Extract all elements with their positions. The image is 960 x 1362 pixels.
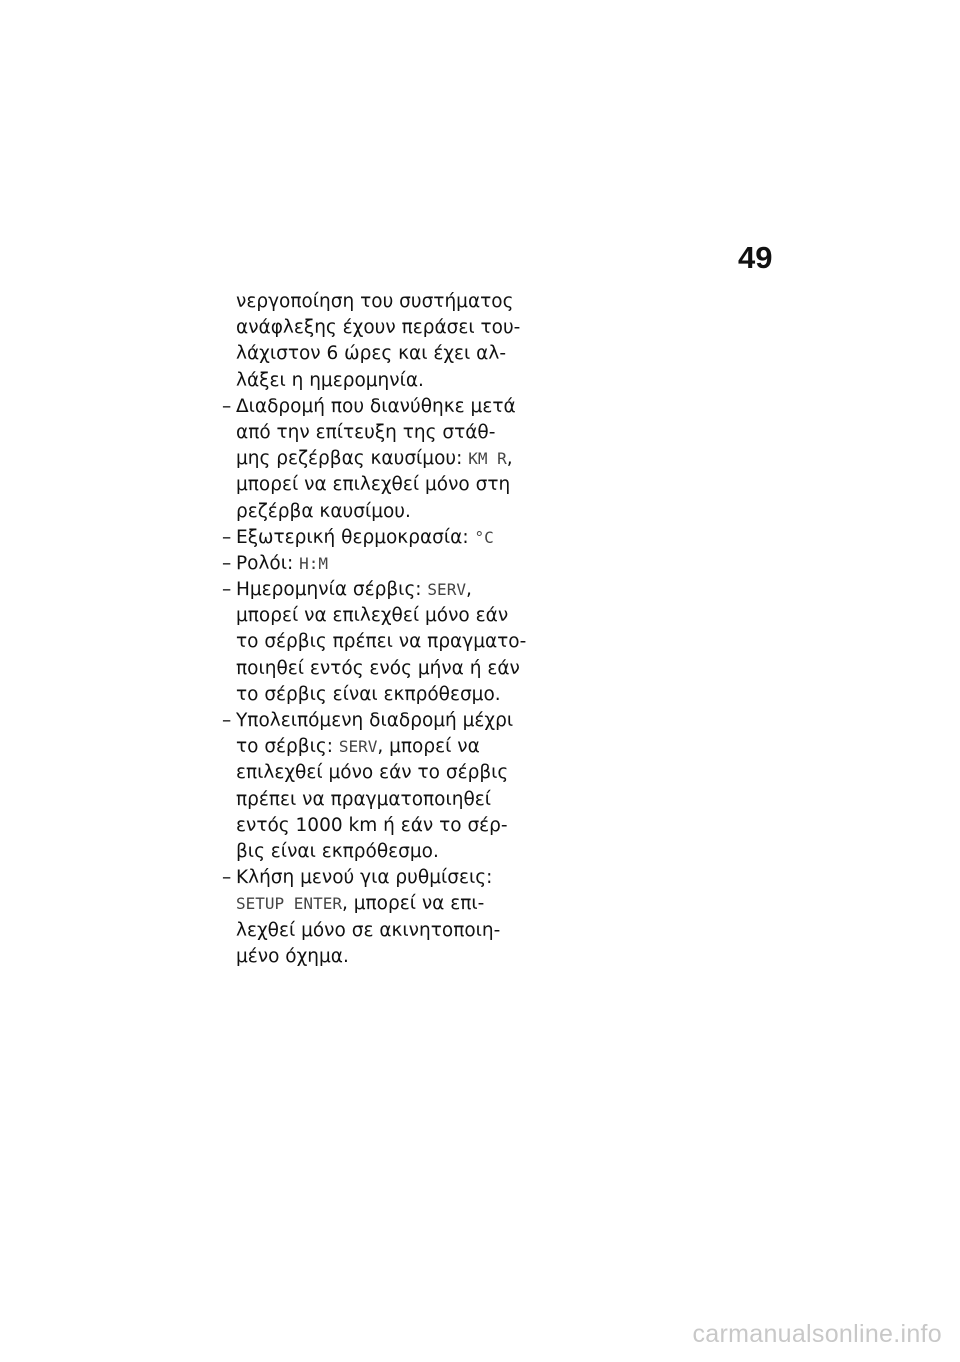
text-column <box>222 289 527 970</box>
text-segment: λάχιστον 6 ώρες και έχει αλ- <box>236 343 506 365</box>
text-segment: εντός 1000 km ή εάν το σέρ- <box>236 814 508 836</box>
text-segment: το σέρβις είναι εκπρόθεσμο. <box>236 683 501 705</box>
text-line <box>222 839 512 865</box>
text-line <box>222 499 512 525</box>
list-item <box>222 708 512 734</box>
text-segment: το σέρβις πρέπει να πραγματο- <box>236 631 527 653</box>
text-segment: μπορεί να επιλεχθεί μόνο εάν <box>236 605 509 627</box>
page-number: 49 <box>738 240 773 275</box>
bullet-dash: – <box>222 552 232 574</box>
list-item <box>222 551 512 577</box>
text-segment: ρεζέρβα καυσίμου. <box>236 500 411 522</box>
text-line <box>222 787 512 813</box>
text-segment: μης ρεζέρβας καυσίμου: <box>236 448 469 470</box>
text-segment: , <box>465 579 472 601</box>
text-segment: ανάφλεξης έχουν περάσει του- <box>236 317 521 339</box>
text-line <box>222 341 512 367</box>
text-segment: νεργοποίηση του συστήματος <box>236 291 514 312</box>
text-segment: ποιηθεί εντός ενός μήνα ή εάν <box>236 657 520 679</box>
text-segment: Εξωτερική θερμοκρασία: <box>236 526 475 548</box>
display-code: °C <box>474 527 494 547</box>
text-line <box>222 368 512 394</box>
text-segment: μπορεί να επιλεχθεί μόνο στη <box>236 474 511 496</box>
text-segment: λάξει η ημερομηνία. <box>236 369 424 391</box>
display-code: SERV <box>338 737 378 757</box>
text-line <box>222 603 512 629</box>
bullet-dash: – <box>222 579 232 601</box>
text-line <box>222 656 520 682</box>
text-line <box>222 682 512 708</box>
text-segment: Ημερομηνία σέρβις: <box>236 579 428 601</box>
text-segment: , μπορεί να <box>377 736 480 758</box>
text-segment: το σέρβις: <box>236 736 339 758</box>
text-line <box>222 891 512 917</box>
text-line <box>222 472 512 498</box>
text-segment: Υπολειπόμενη διαδρομή μέχρι <box>236 710 514 731</box>
bullet-dash: – <box>222 395 232 417</box>
text-line <box>222 760 512 786</box>
text-line <box>222 420 512 446</box>
display-code: SETUP ENTER <box>236 894 342 914</box>
text-segment: Κλήση μενού για ρυθμίσεις: <box>236 867 493 889</box>
watermark: carmanualsonline.info <box>692 1320 942 1348</box>
bullet-dash: – <box>222 867 232 889</box>
display-code: KM R <box>468 449 507 469</box>
text-line <box>222 629 527 655</box>
text-segment: , <box>506 448 513 470</box>
text-segment: Ρολόι: <box>236 552 300 574</box>
text-segment: , μπορεί να επι- <box>341 893 485 915</box>
text-segment: Διαδρομή που διανύθηκε μετά <box>236 395 516 417</box>
display-code: SERV <box>427 580 466 600</box>
text-segment: λεχθεί μόνο σε ακινητοποιη- <box>236 919 501 941</box>
list-item <box>222 865 512 891</box>
bullet-dash: – <box>222 710 232 731</box>
text-line <box>222 315 521 341</box>
text-line <box>222 734 512 760</box>
text-segment: μένο όχημα. <box>236 945 349 967</box>
text-segment: βις είναι εκπρόθεσμο. <box>236 840 439 862</box>
text-line <box>222 446 512 472</box>
list-item <box>222 525 512 551</box>
text-segment: επιλεχθεί μόνο εάν το σέρβις <box>236 762 509 784</box>
bullet-dash: – <box>222 526 232 548</box>
list-item <box>222 577 512 603</box>
text-line <box>222 289 512 315</box>
text-line <box>222 813 512 839</box>
text-segment: από την επίτευξη της στάθ- <box>236 421 496 443</box>
display-code: H:M <box>299 553 329 573</box>
list-item <box>222 394 516 420</box>
text-line <box>222 918 512 944</box>
text-segment: πρέπει να πραγματοποιηθεί <box>236 788 492 810</box>
text-line <box>222 944 512 970</box>
